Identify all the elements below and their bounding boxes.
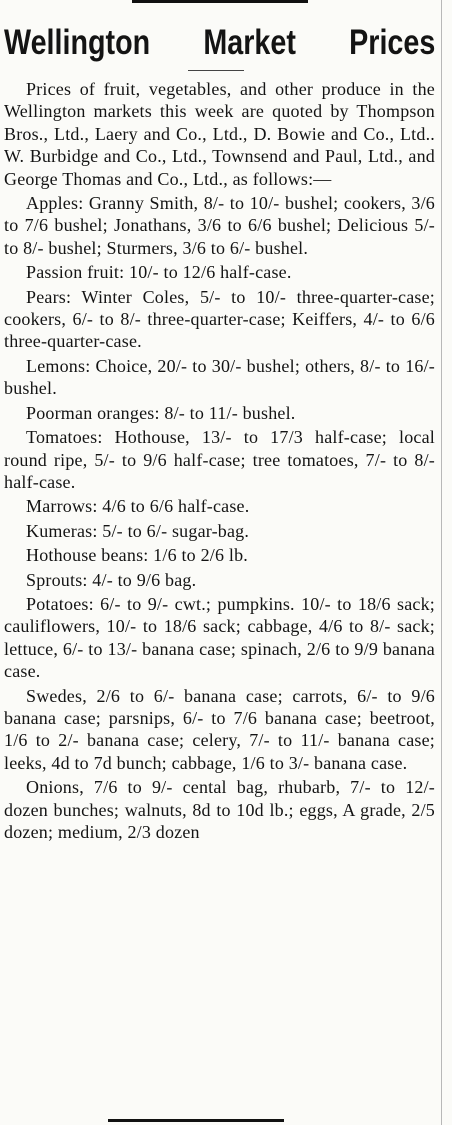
marrows-paragraph: Marrows: 4/6 to 6/6 half-case. [26, 496, 250, 517]
headline-word: Wellington [4, 23, 151, 62]
article-body [4, 78, 435, 845]
apples-paragraph: Apples: Granny Smith, 8/- to 10/- bushel; cookers, 3/6 to 7/6 bushel; Jonathans, 3/6 to 6/6 bushel; Delicious 5/- to 8/- bushel; Sturmers, 3/6 to 6/- bushel. [4, 193, 435, 258]
top-rule [132, 0, 308, 3]
pears-paragraph: Pears: Winter Coles, 5/- to 10/- three-quarter-case; cookers, 6/- to 8/- three-quarter-case; Keiffers, 4/- to 6/6 three-quarter-case. [4, 286, 435, 352]
potatoes-paragraph: Potatoes: 6/- to 9/- cwt.; pumpkins. 10/- to 18/6 sack; cauliflowers, 10/- to 18/6 sack; cabbage, 4/6 to 8/- sack; lettuce, 6/- to 13/- banana case; spinach, 2/6 to 9/9 banana case. [4, 593, 435, 682]
sprouts-paragraph: Sprouts: 4/- to 9/6 bag. [26, 569, 197, 590]
tomatoes-paragraph: Tomatoes: Hothouse, 13/- to 17/3 half-case; local round ripe, 5/- to 9/6 half-case; tree tomatoes, 7/- to 8/- half-case. [4, 427, 435, 492]
oranges-paragraph: Poorman oranges: 8/- to 11/- bushel. [26, 402, 296, 423]
intro-paragraph: Prices of fruit, vegetables, and other produce in the Wellington markets this week are quoted by Thompson Bros., Ltd., Laery and Co., Ltd., D. Bowie and Co., Ltd.. W. Burbidge and Co., Ltd., Townsend and Paul, Ltd., and George Thomas and Co., Ltd., as follows:— [4, 79, 435, 189]
headline-underline [188, 70, 244, 71]
onions-paragraph: Onions, 7/6 to 9/- cental bag, rhubarb, 7/- to 12/- dozen bunches; walnuts, 8d to 10d lb.; eggs, A grade, 2/5 dozen; medium, 2/3 dozen [4, 777, 435, 842]
headline-word: Market [203, 23, 296, 62]
bottom-rule [108, 1119, 284, 1122]
swedes-paragraph: Swedes, 2/6 to 6/- banana case; carrots, 6/- to 9/6 banana case; parsnips, 6/- to 7/6 banana case; beetroot, 1/6 to 2/- banana case; celery, 7/- to 11/- banana case; leeks, 4d to 7d bunch; cabbage, 1/6 to 3/- banana case. [4, 685, 435, 773]
passion-fruit-paragraph: Passion fruit: 10/- to 12/6 half-case. [26, 262, 292, 283]
column-divider [441, 0, 442, 1125]
kumeras-paragraph: Kumeras: 5/- to 6/- sugar-bag. [26, 520, 250, 541]
headline-word: Prices [349, 23, 436, 62]
lemons-paragraph: Lemons: Choice, 20/- to 30/- bushel; others, 8/- to 16/- bushel. [4, 355, 435, 399]
headline [4, 20, 435, 66]
beans-paragraph: Hothouse beans: 1/6 to 2/6 lb. [26, 545, 248, 566]
